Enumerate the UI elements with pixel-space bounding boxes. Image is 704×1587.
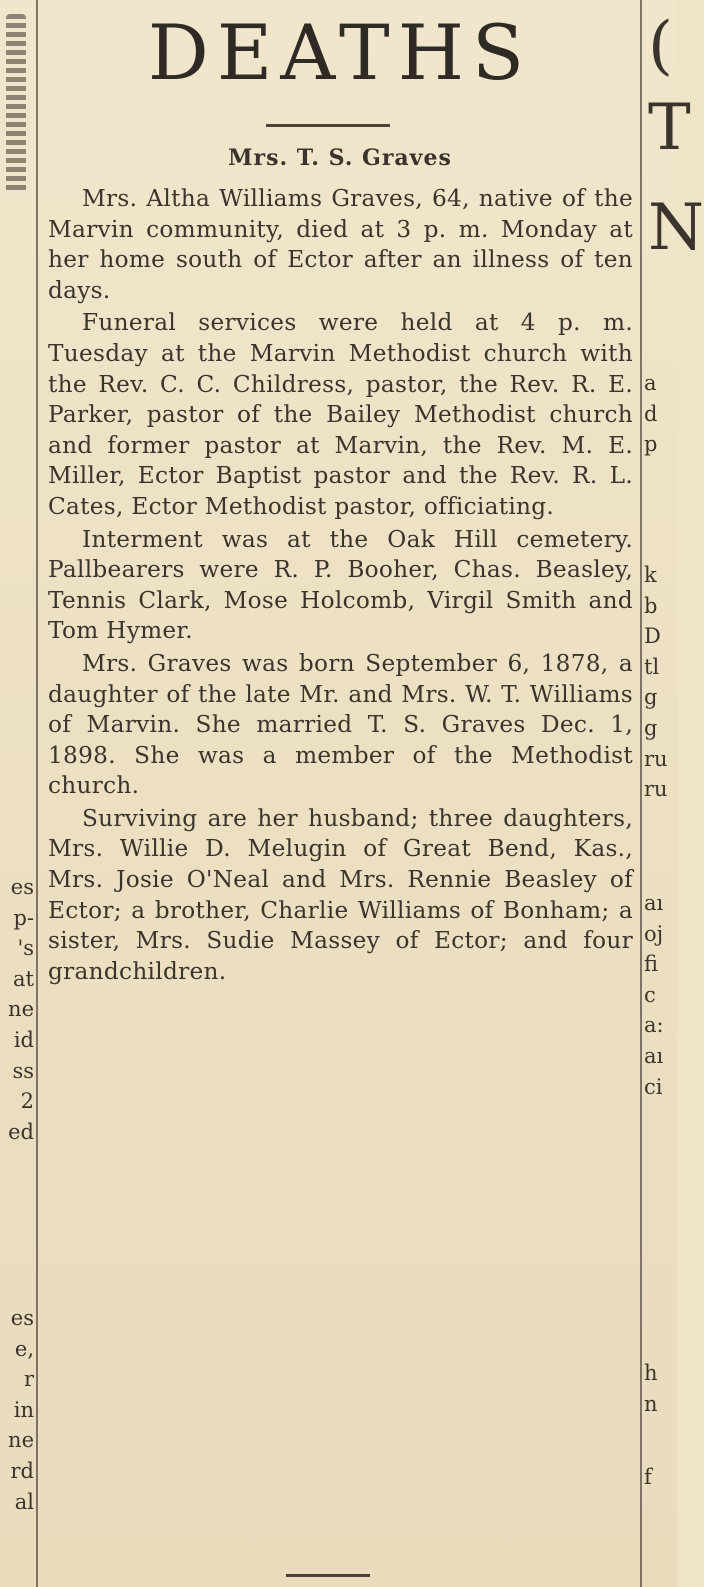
article-end-divider [286, 1574, 370, 1577]
right-column-big-letter-2: T [648, 91, 691, 165]
right-column-fragment-1: a d p [644, 371, 658, 457]
left-column-fragment-1: es p- 's at ne id ss 2 ed [8, 875, 34, 1144]
section-headline: DEATHS [147, 8, 533, 97]
headline-divider [266, 124, 390, 127]
ornamental-border [6, 14, 26, 194]
column-rule-right [640, 0, 642, 1587]
right-column-fragment-4: h n [644, 1361, 658, 1416]
right-column-big-letter-1: ( [648, 9, 673, 83]
left-column-fragment-2: es e, r in ne rd al [8, 1306, 34, 1514]
right-column-fragment-3: aı oj fi c a: aı ci [644, 891, 664, 1099]
obituary-title: Mrs. T. S. Graves [228, 145, 452, 171]
obituary-body [48, 184, 633, 987]
right-column-fragment-5: f [644, 1465, 652, 1489]
paragraph: Mrs. Altha Williams Graves, 64, native of the Marvin community, died at 3 p. m. Monday at her home south of Ector after an illness of ten days. [48, 185, 633, 304]
column-rule-left [36, 0, 38, 1587]
paragraph: Mrs. Graves was born September 6, 1878, a daughter of the late Mr. and Mrs. W. T. Williams of Marvin. She married T. S. Graves Dec. 1, 1898. She was a member of the Methodist church. [48, 649, 633, 800]
paragraph: Surviving are her husband; three daughters, Mrs. Willie D. Melugin of Great Bend, Kas., Mrs. Josie O'Neal and Mrs. Rennie Beasley of Ector; a brother, Charlie Williams of Bonham; a sister, Mrs. Sudie Massey of Ector; and four grandchildren. [48, 804, 633, 985]
right-column-big-letter-3: N [648, 191, 704, 265]
right-column-fragment-2: k b D tl g g ru ru [644, 563, 668, 802]
paragraph: Funeral services were held at 4 p. m. Tuesday at the Marvin Methodist church with the Rev. C. C. Childress, pastor, the Rev. R. E. Parker, pastor of the Bailey Methodist church and former pastor at Marvin, the Rev. M. E. Miller, Ector Baptist pastor and the Rev. R. L. Cates, Ector Methodist pastor, officiating. [48, 309, 633, 520]
paragraph: Interment was at the Oak Hill cemetery. Pallbearers were R. P. Booher, Chas. Beasley, Tennis Clark, Mose Holcomb, Virgil Smith and Tom Hymer. [48, 525, 633, 645]
